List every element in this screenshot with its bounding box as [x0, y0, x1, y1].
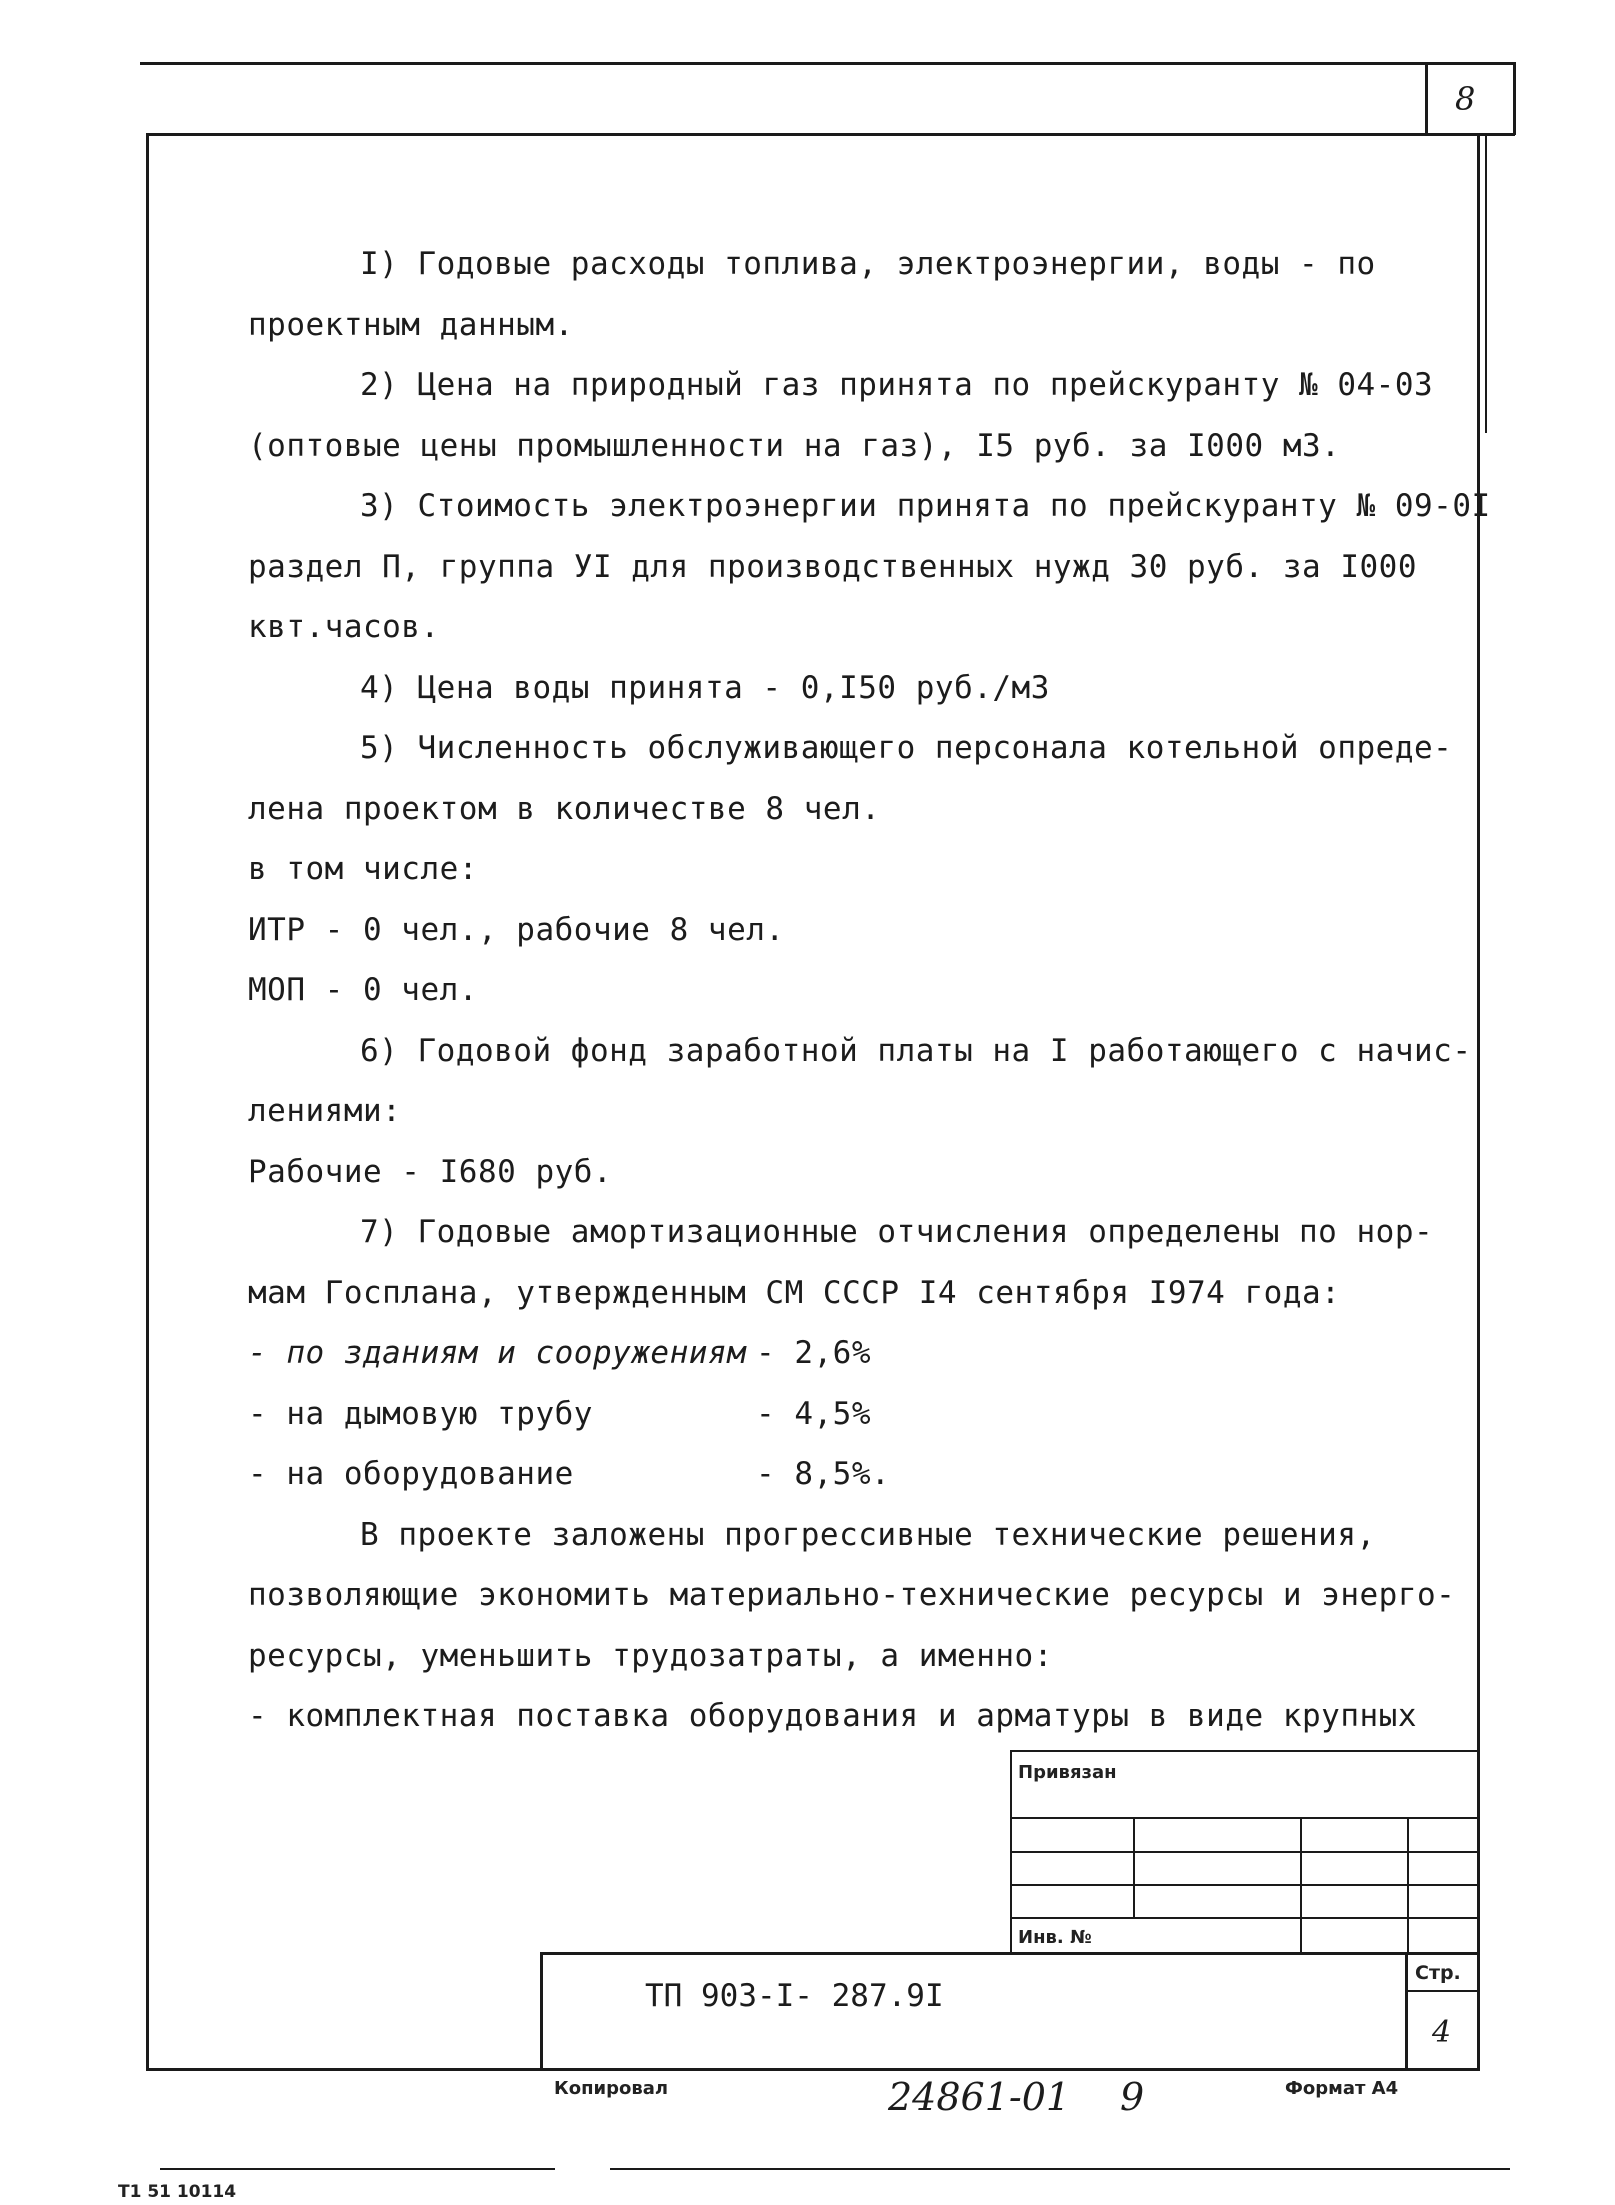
text-line-9: 5) Численность обслуживающего персонала котельной опреде- — [360, 730, 1453, 766]
page-number-corner: 8 — [1455, 80, 1476, 118]
text-line-6: раздел П, группа УI для производственных нужд 30 руб. за I000 — [248, 549, 1417, 585]
title-block-top — [540, 1952, 1478, 1955]
text-line-1: I) Годовые расходы топлива, электроэнергии, воды - по — [360, 246, 1376, 282]
text-line-2: проектным данным. — [248, 307, 574, 343]
stamp-v1 — [1133, 1817, 1135, 1917]
text-line-4: (оптовые цены промышленности на газ), I5 руб. за I000 м3. — [248, 428, 1341, 464]
text-line-19: В проекте заложены прогрессивные технические решения, — [360, 1517, 1376, 1553]
text-line-13: МОП - 0 чел. — [248, 972, 478, 1008]
text-line-5: 3) Стоимость электроэнергии принята по прейскуранту № 09-0I — [360, 488, 1491, 524]
handwritten-number: 9 — [1120, 2075, 1145, 2119]
frame-right-outer — [1485, 133, 1487, 433]
text-line-14: 6) Годовой фонд заработной платы на I работающего с начис- — [360, 1033, 1472, 1069]
text-line-11: в том числе: — [248, 851, 478, 887]
title-block-left — [540, 1952, 543, 2069]
text-line-20: позволяющие экономить материально-технические ресурсы и энерго- — [248, 1577, 1456, 1613]
text-line-21: ресурсы, уменьшить трудозатраты, а именно: — [248, 1638, 1053, 1674]
stamp-top — [1010, 1750, 1478, 1752]
stamp-privyazan: Привязан — [1018, 1762, 1117, 1783]
text-line-7: квт.часов. — [248, 609, 440, 645]
footer-code: Т1 51 10114 — [118, 2182, 237, 2202]
stamp-v3 — [1407, 1817, 1409, 1952]
text-line-10: лена проектом в количестве 8 чел. — [248, 791, 881, 827]
page-label: Стр. — [1415, 1962, 1461, 1984]
format-label: Формат А4 — [1285, 2078, 1399, 2099]
doc-code: ТП 903-I- 287.9I — [645, 1978, 944, 2014]
bottom-rule-right — [610, 2168, 1510, 2170]
title-block-divider — [1405, 1952, 1408, 2069]
page-value: 4 — [1432, 2015, 1452, 2050]
title-block-page-sep — [1405, 1990, 1478, 1992]
frame-left — [146, 133, 149, 2070]
text-line-16: Рабочие - I680 руб. — [248, 1154, 613, 1190]
rate-label-3: - на оборудование — [248, 1456, 574, 1492]
top-rule — [140, 62, 1515, 65]
text-line-17: 7) Годовые амортизационные отчисления определены по нор- — [360, 1214, 1434, 1250]
text-line-22: - комплектная поставка оборудования и арматуры в виде крупных — [248, 1698, 1417, 1734]
stamp-inv-no: Инв. № — [1018, 1927, 1092, 1948]
text-line-15: лениями: — [248, 1093, 402, 1129]
page-box-right — [1513, 62, 1516, 135]
rate-label-2: - на дымовую трубу — [248, 1396, 593, 1432]
stamp-v2 — [1300, 1817, 1302, 1952]
rate-value-1: - 2,6% — [756, 1335, 871, 1371]
frame-right — [1477, 133, 1480, 2070]
frame-top — [148, 133, 1515, 136]
frame-bottom — [146, 2068, 1480, 2071]
page-box-left — [1425, 62, 1428, 135]
text-line-18: мам Госплана, утвержденным СМ СССР I4 сентября I974 года: — [248, 1275, 1341, 1311]
text-line-3: 2) Цена на природный газ принята по прейскуранту № 04-03 — [360, 367, 1434, 403]
rate-label-1: - по зданиям и сооружениям — [248, 1335, 747, 1371]
bottom-rule-left — [160, 2168, 555, 2170]
handwritten-code: 24861-01 — [888, 2075, 1071, 2119]
kopiroval-label: Копировал — [554, 2078, 669, 2099]
rate-value-2: - 4,5% — [756, 1396, 871, 1432]
text-line-12: ИТР - 0 чел., рабочие 8 чел. — [248, 912, 785, 948]
text-line-8: 4) Цена воды принята - 0,I50 руб./м3 — [360, 670, 1050, 706]
rate-value-3: - 8,5%. — [756, 1456, 891, 1492]
